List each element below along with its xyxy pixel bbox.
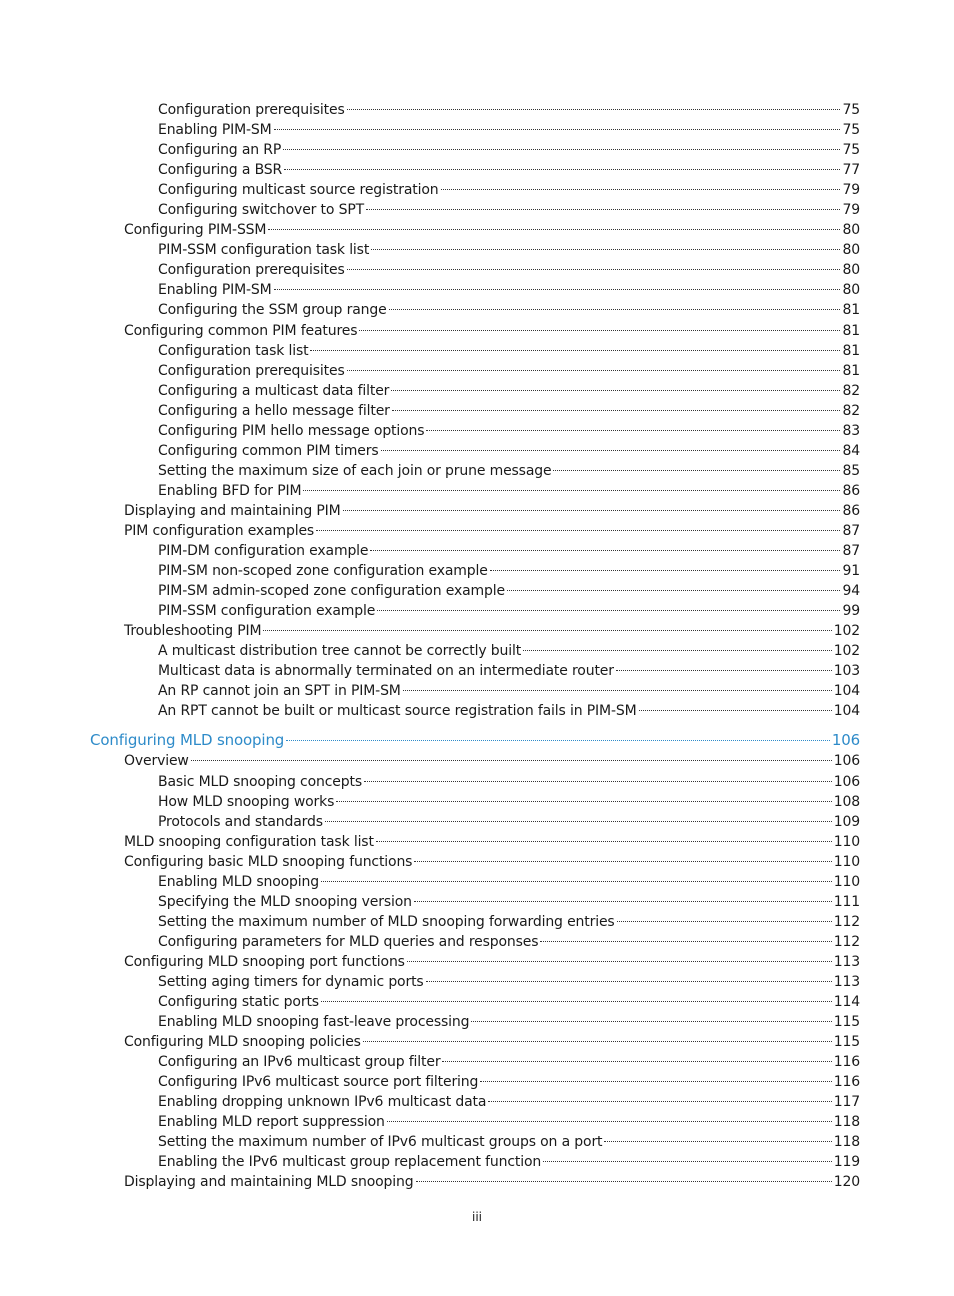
toc-dot-leader (263, 630, 831, 631)
toc-entry-title[interactable]: Configuring PIM-SSM (124, 222, 267, 239)
toc-dot-leader (376, 841, 832, 842)
toc-dot-leader (416, 1181, 832, 1182)
toc-dot-leader (426, 981, 832, 982)
toc-dot-leader (286, 740, 830, 741)
toc-entry-page-number[interactable]: 75 (842, 122, 860, 139)
toc-entry-title[interactable]: Enabling MLD snooping fast-leave processing (158, 1014, 470, 1031)
toc-entry[interactable] (0, 661, 954, 681)
toc-dot-leader (364, 781, 832, 782)
toc-entry-title[interactable]: Configuration task list (158, 342, 309, 359)
toc-entry-title[interactable]: Troubleshooting PIM (124, 623, 262, 640)
toc-entry-page-number[interactable]: 84 (842, 442, 860, 459)
toc-dot-leader (366, 209, 840, 210)
toc-entry-title[interactable]: Configuring the SSM group range (158, 302, 387, 319)
toc-entry[interactable] (0, 1032, 954, 1052)
toc-entry-page-number[interactable]: 113 (833, 953, 860, 970)
toc-entry[interactable] (0, 1012, 954, 1032)
toc-entry-title[interactable]: How MLD snooping works (158, 793, 335, 810)
toc-dot-leader (343, 510, 841, 511)
toc-entry-page-number[interactable]: 80 (842, 262, 860, 279)
toc-entry[interactable] (0, 200, 954, 220)
toc-entry-page-number[interactable]: 118 (833, 1114, 860, 1131)
toc-entry-title[interactable]: Configuring basic MLD snooping functions (124, 853, 413, 870)
toc-dot-leader (310, 350, 840, 351)
toc-entry-title[interactable]: Configuring common PIM timers (158, 442, 379, 459)
toc-entry-page-number[interactable]: 81 (842, 362, 860, 379)
toc-dot-leader (490, 570, 841, 571)
toc-entry-page-number[interactable]: 116 (833, 1054, 860, 1071)
toc-entry[interactable] (0, 1092, 954, 1112)
toc-entry[interactable] (0, 561, 954, 581)
toc-entry-page-number[interactable]: 106 (833, 753, 860, 770)
toc-dot-leader (480, 1081, 831, 1082)
footer-page-number: iii (471, 1210, 482, 1224)
toc-entry-page-number[interactable]: 104 (833, 703, 860, 720)
toc-entry[interactable] (0, 220, 954, 240)
toc-entry[interactable] (0, 300, 954, 320)
toc-entry[interactable] (0, 421, 954, 441)
toc-entry-page-number[interactable]: 109 (833, 813, 860, 830)
toc-entry-page-number[interactable]: 104 (833, 683, 860, 700)
toc-dot-leader (441, 189, 841, 190)
toc-entry-page-number[interactable]: 79 (842, 202, 860, 219)
toc-entry-page-number[interactable]: 102 (833, 643, 860, 660)
toc-entry[interactable] (0, 701, 954, 721)
toc-entry[interactable] (0, 240, 954, 260)
toc-entry-page-number[interactable]: 115 (833, 1034, 860, 1051)
toc-entry-page-number[interactable]: 81 (842, 302, 860, 319)
toc-dot-leader (553, 470, 840, 471)
toc-dot-leader (414, 861, 831, 862)
toc-dot-leader (414, 901, 832, 902)
toc-entry-page-number[interactable]: 111 (833, 893, 860, 910)
toc-entry-page-number[interactable]: 103 (833, 663, 860, 680)
toc-entry[interactable] (0, 681, 954, 701)
toc-entry-title[interactable]: Configuring MLD snooping (90, 731, 285, 750)
toc-entry-title[interactable]: PIM-SSM configuration task list (158, 242, 370, 259)
toc-entry-title[interactable]: Enabling dropping unknown IPv6 multicast data (158, 1094, 487, 1111)
toc-entry-title[interactable]: Configuring PIM hello message options (158, 422, 425, 439)
toc-dot-leader (191, 760, 832, 761)
toc-entry-title[interactable]: Configuring an IPv6 multicast group filter (158, 1054, 441, 1071)
toc-entry-page-number[interactable]: 75 (842, 142, 860, 159)
toc-entry-page-number[interactable]: 106 (831, 731, 860, 750)
toc-entry-title[interactable]: Configuring a hello message filter (158, 402, 390, 419)
toc-entry-title[interactable]: Configuration prerequisites (158, 102, 345, 118)
toc-entry[interactable] (0, 581, 954, 601)
toc-dot-leader (359, 330, 840, 331)
toc-entry-page-number[interactable]: 115 (833, 1014, 860, 1031)
toc-entry[interactable] (0, 751, 954, 771)
toc-entry-page-number[interactable]: 99 (842, 603, 860, 620)
toc-entry-title[interactable]: Setting the maximum number of MLD snooping forwarding entries (158, 913, 615, 930)
toc-entry-page-number[interactable]: 86 (842, 482, 860, 499)
toc-entry-page-number[interactable]: 110 (833, 873, 860, 890)
toc-dot-leader (389, 309, 841, 310)
toc-entry[interactable] (0, 812, 954, 832)
toc-entry-page-number[interactable]: 77 (842, 162, 860, 179)
toc-entry-page-number[interactable]: 108 (833, 793, 860, 810)
toc-entry[interactable] (0, 461, 954, 481)
toc-entry-title[interactable]: An RPT cannot be built or multicast source registration fails in PIM-SM (158, 703, 637, 720)
toc-entry[interactable] (0, 852, 954, 872)
toc-entry[interactable] (0, 100, 954, 120)
toc-entry-title[interactable]: Setting the maximum size of each join or prune message (158, 462, 552, 479)
toc-dot-leader (325, 821, 832, 822)
toc-entry[interactable] (0, 1072, 954, 1092)
toc-entry-page-number[interactable]: 110 (833, 833, 860, 850)
toc-entry-page-number[interactable]: 80 (842, 222, 860, 239)
toc-dot-leader (347, 109, 841, 110)
toc-entry[interactable] (0, 952, 954, 972)
toc-dot-leader (284, 169, 840, 170)
toc-entry-page-number[interactable]: 120 (833, 1174, 860, 1191)
toc-entry[interactable] (0, 1052, 954, 1072)
toc-entry-title[interactable]: PIM-SM non-scoped zone configuration example (158, 563, 488, 580)
toc-entry-title[interactable]: PIM configuration examples (124, 522, 315, 539)
toc-entry-title[interactable]: Protocols and standards (158, 813, 323, 830)
toc-entry-title[interactable]: Displaying and maintaining MLD snooping (124, 1174, 414, 1191)
toc-entry[interactable] (0, 932, 954, 952)
toc-dot-leader (403, 690, 832, 691)
toc-entry-title[interactable]: PIM-SM admin-scoped zone configuration example (158, 583, 505, 600)
toc-entry-page-number[interactable]: 87 (842, 543, 860, 560)
toc-entry-page-number[interactable]: 106 (833, 773, 860, 790)
toc-entry-page-number[interactable]: 94 (842, 583, 860, 600)
toc-dot-leader (303, 490, 840, 491)
toc-entry-page-number[interactable]: 81 (842, 342, 860, 359)
toc-entry[interactable] (0, 260, 954, 280)
toc-dot-leader (347, 370, 841, 371)
toc-chapter-entry[interactable] (0, 730, 954, 751)
toc-dot-leader (392, 410, 841, 411)
toc-entry[interactable] (0, 641, 954, 661)
toc-entry[interactable] (0, 401, 954, 421)
toc-entry[interactable] (0, 1172, 954, 1192)
toc-entry-title[interactable]: Configuration prerequisites (158, 362, 345, 379)
toc-entry-page-number[interactable]: 86 (842, 502, 860, 519)
toc-dot-leader (321, 881, 832, 882)
toc-entry-title[interactable]: Displaying and maintaining PIM (124, 502, 341, 519)
toc-entry-page-number[interactable]: 80 (842, 282, 860, 299)
toc-dot-leader (604, 1141, 831, 1142)
toc-dot-leader (616, 670, 832, 671)
toc-dot-leader (268, 229, 840, 230)
toc-entry-page-number[interactable]: 112 (833, 913, 860, 930)
toc-dot-leader (387, 1121, 832, 1122)
toc-entry-page-number[interactable]: 91 (842, 563, 860, 580)
toc-entry-title[interactable]: Multicast data is abnormally terminated on an intermediate router (158, 663, 614, 680)
toc-entry[interactable] (0, 321, 954, 341)
toc-dot-leader (370, 550, 840, 551)
toc-entry-title[interactable]: Specifying the MLD snooping version (158, 893, 412, 910)
toc-dot-leader (321, 1001, 832, 1002)
toc-entry[interactable] (0, 120, 954, 140)
toc-dot-leader (442, 1061, 831, 1062)
toc-entry[interactable] (0, 140, 954, 160)
toc-dot-leader (363, 1041, 832, 1042)
toc-entry-title[interactable]: Enabling MLD snooping (158, 873, 319, 890)
toc-dot-leader (316, 530, 840, 531)
toc-dot-leader (540, 941, 831, 942)
toc-entry-title[interactable]: PIM-DM configuration example (158, 543, 369, 560)
toc-entry[interactable] (0, 361, 954, 381)
toc-entry-title[interactable]: Configuring a multicast data filter (158, 382, 390, 399)
toc-entry-title[interactable]: Setting aging timers for dynamic ports (158, 973, 424, 990)
toc-dot-leader (488, 1101, 831, 1102)
toc-entry-page-number[interactable]: 81 (842, 322, 860, 339)
toc-entry-title[interactable]: An RP cannot join an SPT in PIM-SM (158, 683, 401, 700)
toc-entry-page-number[interactable]: 82 (842, 382, 860, 399)
toc-entry[interactable] (0, 160, 954, 180)
toc-dot-leader (543, 1161, 832, 1162)
toc-dot-leader (471, 1021, 831, 1022)
toc-entry-title[interactable]: Configuring switchover to SPT (158, 202, 365, 219)
toc-entry-title[interactable]: Overview (124, 753, 189, 770)
toc-entry[interactable] (0, 481, 954, 501)
toc-entry-title[interactable]: Configuring MLD snooping port functions (124, 953, 405, 970)
toc-entry-title[interactable]: Enabling BFD for PIM (158, 482, 302, 499)
toc-dot-leader (347, 269, 841, 270)
toc-entry[interactable] (0, 892, 954, 912)
toc-entry-page-number[interactable]: 116 (833, 1074, 860, 1091)
toc-entry-title[interactable]: Configuring static ports (158, 994, 319, 1011)
toc-dot-leader (336, 801, 831, 802)
toc-dot-leader (639, 710, 832, 711)
toc-entry-page-number[interactable]: 119 (833, 1154, 860, 1171)
toc-entry-title[interactable]: Configuring an RP (158, 142, 282, 159)
toc-entry-title[interactable]: Configuring common PIM features (124, 322, 358, 339)
toc-dot-leader (426, 430, 840, 431)
toc-entry-title[interactable]: Enabling PIM-SM (158, 122, 272, 139)
toc-dot-leader (407, 961, 832, 962)
toc-entry-page-number[interactable]: 87 (842, 522, 860, 539)
toc-entry-page-number[interactable]: 83 (842, 422, 860, 439)
toc-entry-page-number[interactable]: 79 (842, 182, 860, 199)
toc-entry[interactable] (0, 180, 954, 200)
toc-entry-title[interactable]: Configuring multicast source registration (158, 182, 439, 199)
toc-entry-title[interactable]: A multicast distribution tree cannot be correctly built (158, 643, 522, 660)
toc-dot-leader (381, 450, 841, 451)
toc-entry[interactable] (0, 972, 954, 992)
toc-entry[interactable] (0, 912, 954, 932)
toc-entry[interactable] (0, 992, 954, 1012)
toc-entry[interactable] (0, 381, 954, 401)
toc-entry[interactable] (0, 621, 954, 641)
toc-entry-title[interactable]: Configuration prerequisites (158, 262, 345, 279)
toc-entry-title[interactable]: Setting the maximum number of IPv6 multicast groups on a port (158, 1134, 603, 1151)
toc-entry[interactable] (0, 521, 954, 541)
toc-dot-leader (507, 590, 841, 591)
toc-entry-title[interactable]: MLD snooping configuration task list (124, 833, 374, 850)
toc-entry[interactable] (0, 1132, 954, 1152)
table-of-contents (0, 100, 954, 1192)
toc-entry[interactable] (0, 501, 954, 521)
toc-entry[interactable] (0, 872, 954, 892)
toc-entry-page-number[interactable]: 85 (842, 462, 860, 479)
toc-entry[interactable] (0, 1112, 954, 1132)
toc-dot-leader (283, 149, 840, 150)
toc-dot-leader (377, 610, 840, 611)
toc-entry[interactable] (0, 441, 954, 461)
toc-entry[interactable] (0, 1152, 954, 1172)
toc-entry-title[interactable]: Enabling MLD report suppression (158, 1114, 385, 1131)
toc-entry[interactable] (0, 832, 954, 852)
toc-entry[interactable] (0, 541, 954, 561)
toc-entry-title[interactable]: Configuring MLD snooping policies (124, 1034, 361, 1051)
toc-dot-leader (391, 390, 840, 391)
toc-entry-page-number[interactable]: 80 (842, 242, 860, 259)
toc-entry[interactable] (0, 601, 954, 621)
toc-entry[interactable] (0, 792, 954, 812)
toc-entry-page-number[interactable]: 114 (833, 994, 860, 1011)
toc-entry[interactable] (0, 772, 954, 792)
toc-dot-leader (274, 289, 841, 290)
toc-entry-page-number[interactable]: 75 (842, 102, 860, 118)
toc-entry-page-number[interactable]: 118 (833, 1134, 860, 1151)
toc-dot-leader (274, 129, 841, 130)
toc-entry-page-number[interactable]: 102 (833, 623, 860, 640)
toc-entry-page-number[interactable]: 113 (833, 973, 860, 990)
toc-entry-page-number[interactable]: 117 (833, 1094, 860, 1111)
toc-entry[interactable] (0, 280, 954, 300)
toc-entry-page-number[interactable]: 82 (842, 402, 860, 419)
toc-entry[interactable] (0, 341, 954, 361)
toc-dot-leader (523, 650, 832, 651)
toc-dot-leader (617, 921, 832, 922)
toc-dot-leader (371, 249, 840, 250)
toc-entry-title[interactable]: PIM-SSM configuration example (158, 603, 376, 620)
toc-entry-title[interactable]: Enabling PIM-SM (158, 282, 272, 299)
toc-entry-title[interactable]: Basic MLD snooping concepts (158, 773, 362, 790)
toc-entry-page-number[interactable]: 112 (833, 933, 860, 950)
toc-entry-title[interactable]: Configuring a BSR (158, 162, 283, 179)
toc-entry-title[interactable]: Configuring parameters for MLD queries and responses (158, 933, 539, 950)
toc-entry-title[interactable]: Enabling the IPv6 multicast group replacement function (158, 1154, 542, 1171)
toc-entry-page-number[interactable]: 110 (833, 853, 860, 870)
toc-entry-title[interactable]: Configuring IPv6 multicast source port filtering (158, 1074, 479, 1091)
